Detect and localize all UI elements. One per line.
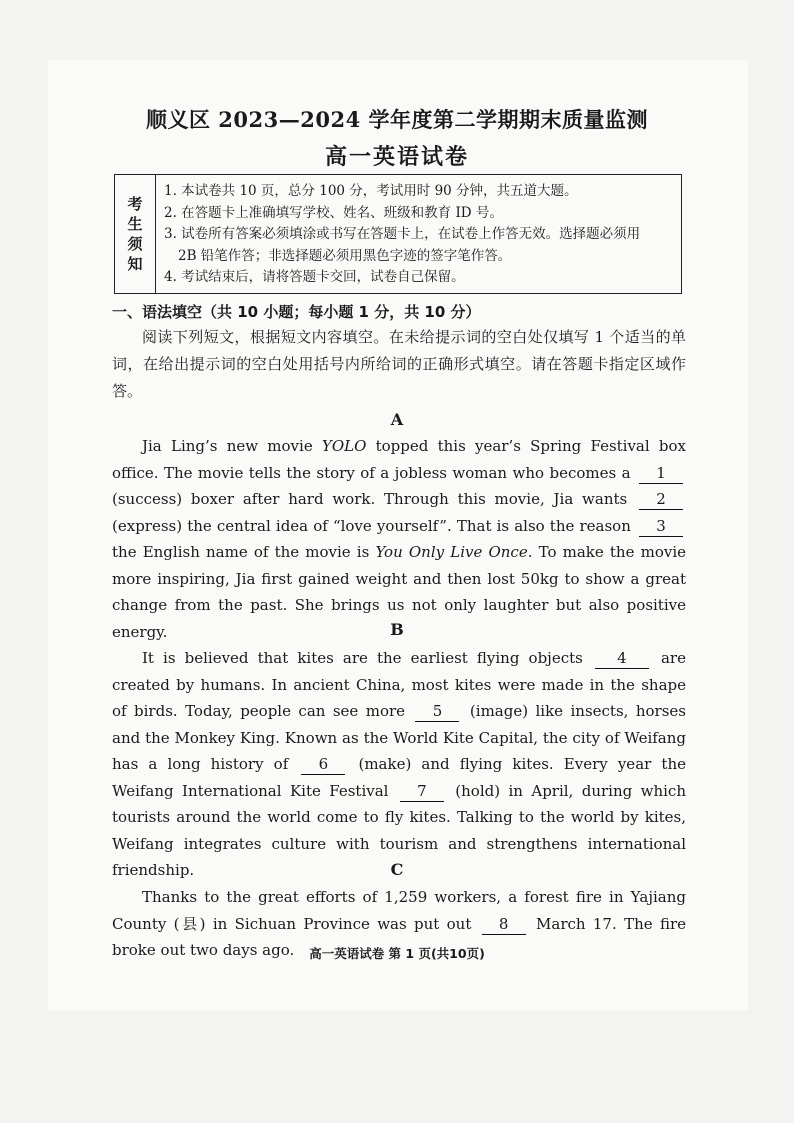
notice-label-char: 生 [127,215,143,233]
blank-6: 6 [301,755,345,775]
blank-1: 1 [639,464,683,484]
passage-text: (image) like insects, horses and the Monkey King. Known as the World Kite Capital, the city of Weifang has a long history of [112,702,686,773]
notice-items [156,175,681,293]
exam-title: 顺义区 2023—2024 学年度第二学期期末质量监测 [145,107,648,132]
blank-2: 2 [639,490,683,510]
passage-text: (make) and flying kites. Every year the Weifang International Kite Festival [112,755,686,800]
passage-a-label: A [390,410,404,429]
passage-text: topped this year’s Spring Festival box office. The movie tells the story of a jobless woman who becomes a [112,437,686,482]
passage-text: It is believed that kites are the earliest flying objects [142,649,592,667]
passage-text: (success) boxer after hard work. Through this movie, Jia wants [112,490,636,508]
exam-subtitle: 高一英语试卷 [324,144,469,170]
passage-b-label: B [390,620,404,639]
passage-a [112,433,686,645]
notice-label [115,175,156,293]
passage-text: (express) the central idea of “love yourself”. That is also the reason [112,516,636,535]
blank-8: 8 [482,915,526,935]
passage-text: are created by humans. In ancient China, most kites were made in the shape of birds. Today, people can see more [112,649,686,720]
blank-5: 5 [415,702,459,722]
notice-item: 1. 本试卷共 10 页，总分 100 分，考试用时 90 分钟，共五道大题。 [164,183,578,199]
notice-item: 4. 考试结束后，请将答题卡交回，试卷自己保留。 [164,269,465,285]
blank-4: 4 [595,649,649,669]
english-name: You Only Live Once [375,543,528,561]
passage-text: Jia Ling’s new movie [142,437,322,455]
page-footer: 高一英语试卷 第 1 页(共10页) [309,946,485,961]
notice-item: 3. 试卷所有答案必须填涂或书写在答题卡上，在试卷上作答无效。选择题必须用 [164,226,641,242]
passage-b [112,645,686,884]
movie-title: YOLO [321,437,367,455]
blank-3: 3 [639,517,683,537]
notice-item: 2B 铅笔作答；非选择题必须用黑色字迹的签字笔作答。 [178,247,512,264]
passage-text: Thanks to the great efforts of 1,259 workers, a forest fire in Yajiang County (县) in Sichuan Province was put out [112,888,686,933]
section-instruction: 阅读下列短文，根据短文内容填空。在未给提示词的空白处仅填写 1 个适当的单词，在给出提示词的空白处用括号内所给词的正确形式填空。请在答题卡指定区域作答。 [112,328,686,400]
notice-box [114,174,682,294]
notice-label-char: 考 [127,195,143,213]
notice-label-char: 须 [127,235,143,253]
section-heading: 一、语法填空（共 10 小题；每小题 1 分，共 10 分） [112,303,481,321]
passage-c-label: C [390,860,404,879]
notice-label-char: 知 [127,255,143,273]
passage-text: (hold) in April, during which tourists around the world come to fly kites. Talking to the world by kites, Weifang integrates culture with tourism and strengthens international friendship. [112,781,686,879]
passage-text: the English name of the movie is [112,543,376,561]
passage-text: . To make the movie more inspiring, Jia first gained weight and then lost 50kg to show a great change from the past. She brings us not only laughter but also positive energy. [112,543,687,641]
passage-text: March 17. The fire broke out two days ago. [112,914,687,959]
blank-7: 7 [400,782,444,802]
notice-item: 2. 在答题卡上准确填写学校、姓名、班级和教育 ID 号。 [164,204,503,221]
